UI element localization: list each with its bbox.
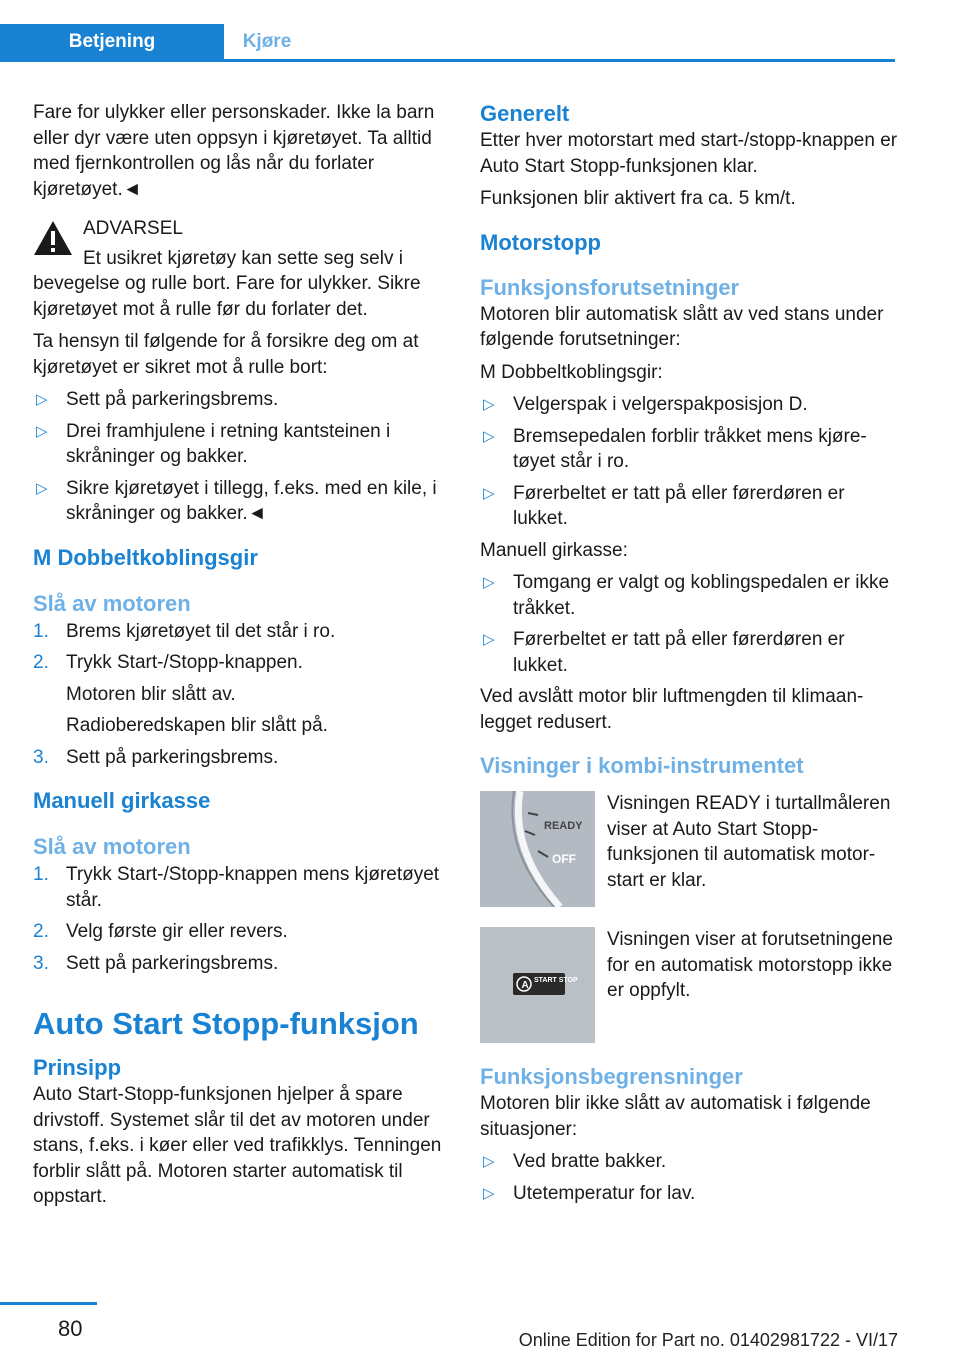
bullet-list-sikring: [33, 387, 451, 527]
list-item: ▷ Førerbeltet er tatt på eller førerdøren er lukket.: [483, 629, 845, 676]
list-item: ▷ Velgerspak i velgerspakposisjon D.: [480, 392, 898, 418]
tachometer-ready-image: [480, 791, 595, 907]
page-number: 80: [58, 1316, 83, 1341]
list-item-sub: Motoren blir slått av.: [66, 683, 236, 705]
bullet-list-begrensninger: [480, 1149, 898, 1206]
page-header: [0, 0, 960, 62]
warning-triangle-icon: [33, 220, 73, 256]
list-item: ▷ Utetemperatur for lav.: [480, 1181, 898, 1207]
bullet-icon: ▷: [483, 427, 495, 445]
bullet-icon: ▷: [483, 1184, 495, 1202]
start-stop-label: START STOP: [534, 977, 578, 984]
list-item: ▷ Tomgang er valgt og koblingspedalen er ikke tråkket.: [483, 572, 890, 619]
list-item: 3. Sett på parkeringsbrems.: [33, 952, 279, 974]
forutsetninger-paragraph: Motoren blir automatisk slått av ved stans under følgende forutsetninger:: [480, 303, 884, 350]
generelt-paragraph-2: Funksjonen blir aktivert fra ca. 5 km/t.: [480, 188, 796, 209]
heading-visninger: Visninger i kombi-instrumentet: [480, 753, 804, 778]
m-dobbelt-label: M Dobbeltkoblingsgir:: [480, 361, 663, 383]
list-item: ▷ Drei framhjulene i retning kantsteinen i skråninger og bakker.: [36, 420, 391, 467]
tachometer-graphic: [480, 791, 595, 907]
heading-manuell-girkasse: Manuell girkasse: [33, 788, 211, 813]
list-item: ▷ Bremsepedalen forblir tråkket mens kjøretøyet står i ro.: [483, 425, 867, 472]
steps-list-2: [33, 862, 451, 976]
tab-kjore[interactable]: Kjøre: [242, 31, 292, 52]
prinsipp-paragraph: Auto Start-Stopp-funksjonen hjelper å spare drivstoff. Systemet slår til det av motoren under stans, f.eks. i køer eller ved trafikklys. Tenningen forblir slått på. Motoren starter automatisk til oppstart.: [33, 1084, 442, 1207]
footer-rule: [0, 1302, 97, 1305]
list-item: ▷ Ved bratte bakker.: [480, 1149, 898, 1175]
left-column: [33, 100, 451, 1217]
avslatt-paragraph: Ved avslått motor blir luftmengden til klimaanlegget redusert.: [480, 686, 864, 733]
heading-generelt: Generelt: [480, 101, 570, 126]
edition-note: Online Edition for Part no. 01402981722 - VI/17: [518, 1330, 898, 1350]
heading-motorstopp: Motorstopp: [480, 229, 601, 255]
generelt-paragraph-1: Etter hver motorstart med start-/stopp-knappen er Auto Start Stopp-funksjonen klar.: [480, 130, 898, 177]
intro-paragraph: Fare for ulykker eller personskader. Ikke la barn eller dyr være uten oppsyn i kjøretøyet. Ta alltid med fjernkontrollen og lås når du forlater kjøretøyet.◄: [33, 102, 435, 200]
bullet-list-manuell: [480, 570, 898, 678]
bullet-icon: ▷: [483, 1153, 495, 1170]
start-stop-indicator-image: [480, 927, 595, 1043]
heading-sla-av-motoren-2: Slå av motoren: [33, 834, 191, 859]
bullet-icon: ▷: [36, 391, 48, 408]
steps-list-1: [33, 619, 451, 771]
manuell-label: Manuell girkasse:: [480, 539, 628, 561]
begrensninger-paragraph: Motoren blir ikke slått av automatisk i følgende situasjoner:: [480, 1093, 871, 1140]
figure-start-stop-caption: Visningen viser at forutsetningene for en automatisk motorstopp ikke er oppfylt.: [607, 929, 893, 1001]
svg-text:A: A: [521, 980, 529, 991]
bullet-icon: ▷: [483, 631, 495, 648]
warning-title: ADVARSEL: [83, 218, 183, 239]
list-item-sub: Radioberedskapen blir slått på.: [66, 715, 328, 736]
figure-ready: [480, 791, 898, 907]
start-stop-graphic: [480, 927, 595, 1043]
heading-prinsipp: Prinsipp: [33, 1055, 122, 1080]
header-rule: [0, 59, 895, 62]
tab-betjening[interactable]: Betjening: [0, 24, 224, 60]
heading-funksjonsforutsetninger: Funksjonsforutsetninger: [480, 274, 740, 300]
figure-ready-caption: Visningen READY i turtallmåleren viser at Auto Start Stopp-funksjonen til automatisk motorstart er klar.: [607, 793, 891, 891]
bullet-icon: ▷: [483, 484, 495, 502]
bullet-icon: ▷: [483, 396, 495, 413]
heading-funksjonsbegrensninger: Funksjonsbegrensninger: [480, 1064, 743, 1089]
bullet-icon: ▷: [36, 479, 48, 497]
bullet-icon: ▷: [36, 422, 48, 440]
off-label: OFF: [552, 852, 576, 866]
hensyn-paragraph: Ta hensyn til følgende for å forsikre deg om at kjøretøyet er sikret mot å rulle bort:: [33, 331, 419, 378]
warning-block: [33, 216, 451, 242]
heading-sla-av-motoren-1: Slå av motoren: [33, 590, 191, 616]
list-item: 1. Brems kjøretøyet til det står i ro.: [33, 620, 336, 642]
warning-text: Et usikret kjøretøy kan sette seg selv i bevegelse og rulle bort. Fare for ulykker. Sikre kjøretøyet mot å rulle før du forlater det.: [33, 247, 421, 320]
figure-start-stop: [480, 927, 898, 1043]
list-item: ▷ Førerbeltet er tatt på eller førerdøren er lukket.: [483, 482, 845, 529]
heading-m-dobbeltkoblingsgir: M Dobbeltkoblingsgir: [33, 544, 258, 570]
bullet-list-mdob: [480, 392, 898, 532]
list-item: ▷ Sett på parkeringsbrems.: [33, 387, 451, 413]
heading-auto-start-stopp: Auto Start Stopp-funksjon: [33, 1006, 419, 1041]
ready-label: READY: [544, 820, 583, 832]
bullet-icon: ▷: [483, 574, 495, 591]
list-item: 3. Sett på parkeringsbrems.: [33, 746, 279, 768]
list-item: ▷ Sikre kjøretøyet i tillegg, f.eks. med en kile, i skråninger og bakker.◄: [36, 477, 437, 524]
list-item: 1. Trykk Start-/Stopp-knappen mens kjøretøyet står.: [33, 864, 440, 911]
right-column: [480, 100, 898, 1212]
list-item: 2. Velg første gir eller revers.: [33, 921, 288, 942]
list-item: 2. Trykk Start-/Stopp-knappen.: [33, 652, 303, 673]
